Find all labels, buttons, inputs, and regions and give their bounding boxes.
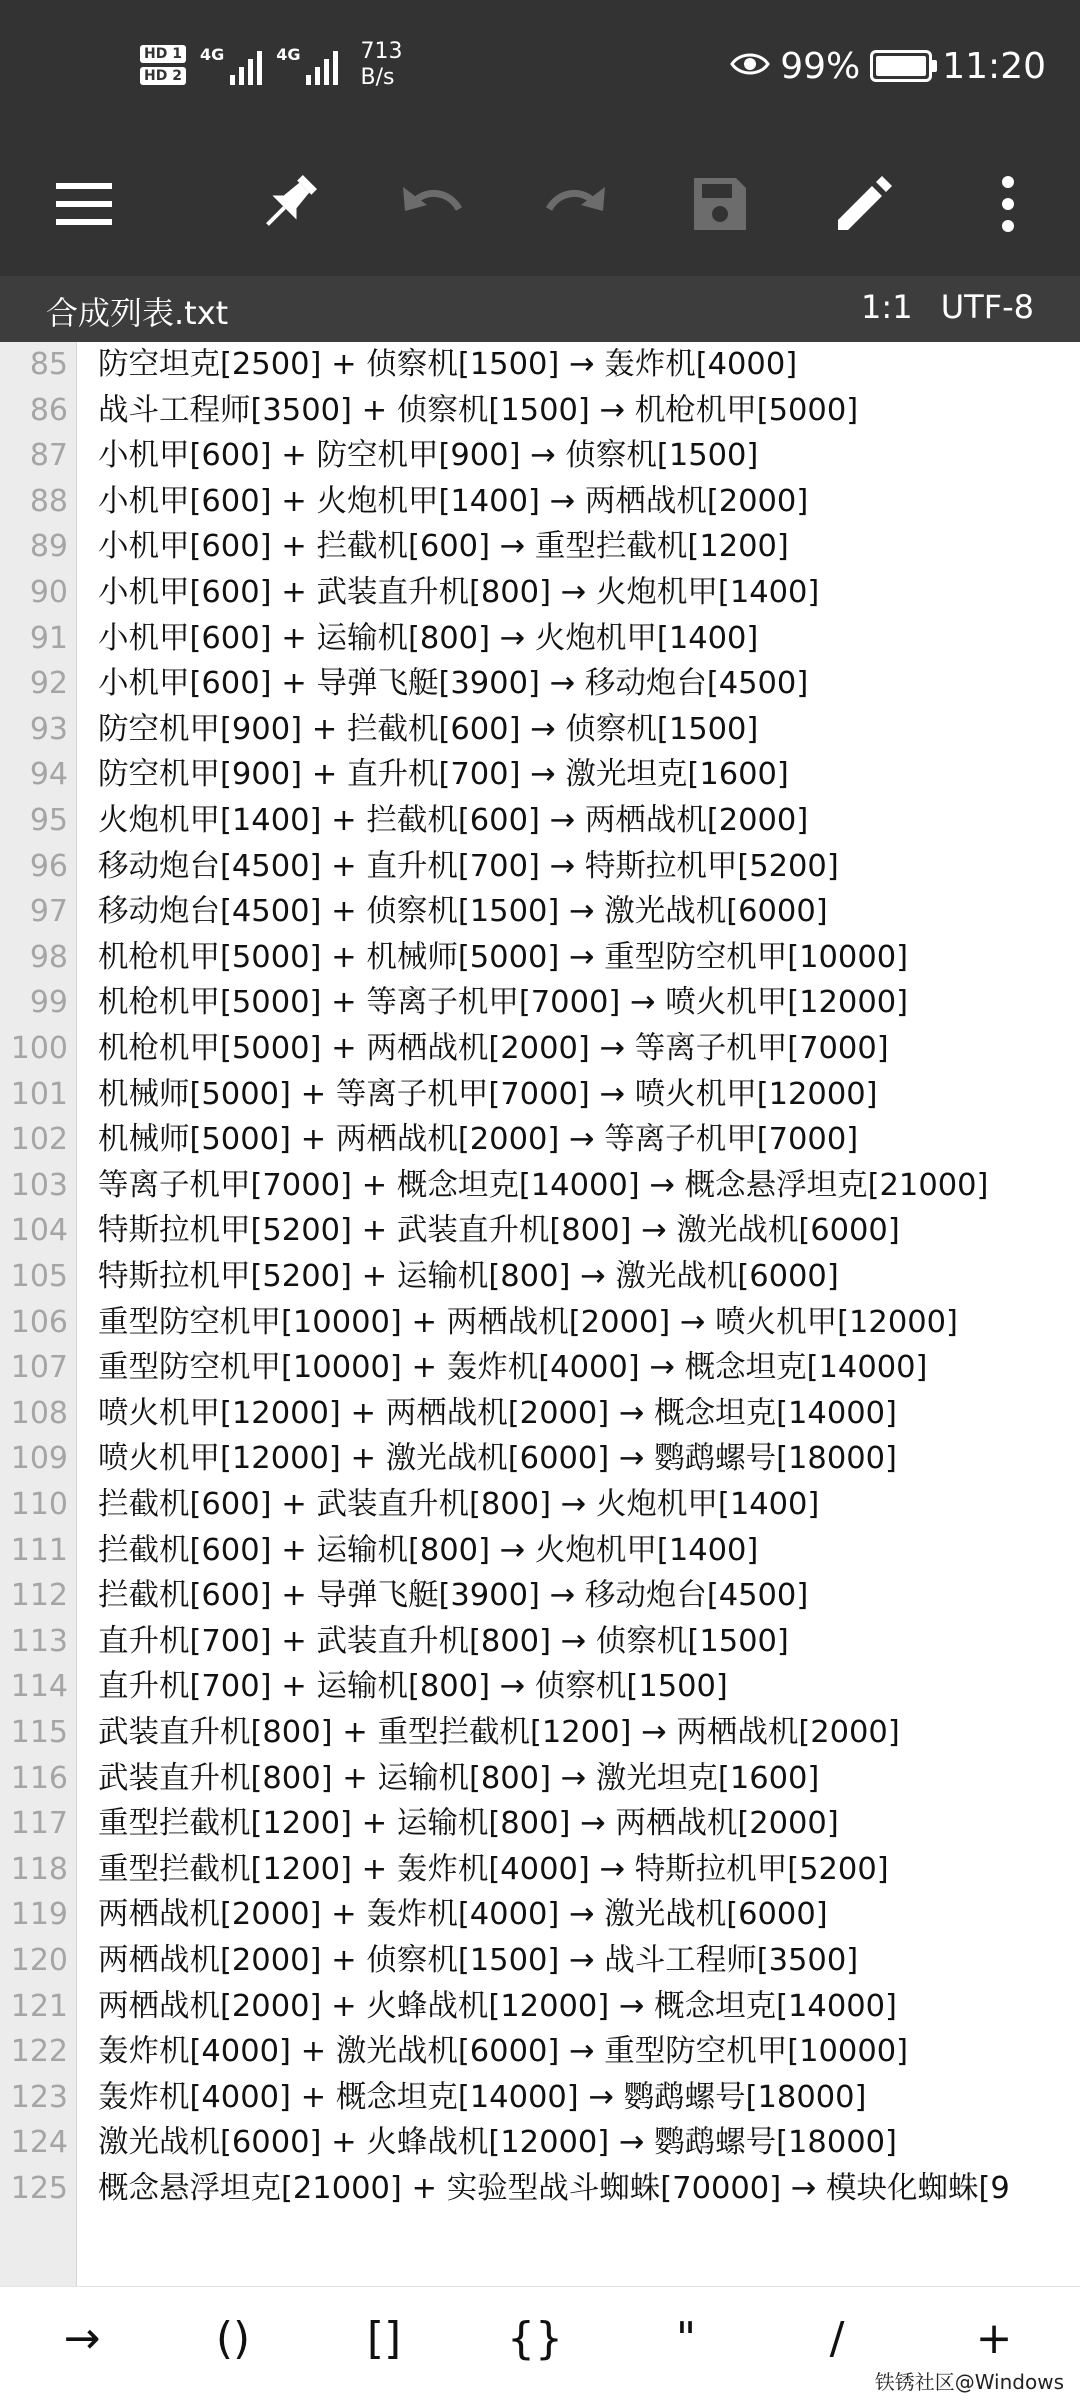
line-text[interactable]: 两栖战机[2000] + 轰炸机[4000] → 激光战机[6000] <box>98 1897 828 1933</box>
editor-line[interactable] <box>0 1208 1080 1254</box>
line-number: 100 <box>10 1031 68 1066</box>
toolbar <box>0 130 1080 276</box>
line-number: 119 <box>10 1897 68 1933</box>
editor-line[interactable] <box>0 1756 1080 1802</box>
eye-icon <box>730 46 770 87</box>
line-number: 101 <box>10 1076 68 1112</box>
line-text[interactable]: 概念悬浮坦克[21000] + 实验型战斗蜘蛛[70000] → 模块化蜘蛛[9 <box>98 2171 1010 2206</box>
line-number: 122 <box>10 2034 68 2070</box>
line-text[interactable]: 防空坦克[2500] + 侦察机[1500] → 轰炸机[4000] <box>98 347 798 382</box>
editor-line[interactable] <box>0 1847 1080 1893</box>
line-text[interactable]: 激光战机[6000] + 火蜂战机[12000] → 鹦鹉螺号[18000] <box>98 2125 897 2161</box>
line-number: 90 <box>29 575 68 610</box>
line-text[interactable]: 喷火机甲[12000] + 激光战机[6000] → 鹦鹉螺号[18000] <box>98 1441 897 1477</box>
editor-line[interactable] <box>0 1163 1080 1209</box>
line-number: 111 <box>10 1532 68 1568</box>
pin-icon <box>253 169 323 239</box>
line-number: 109 <box>10 1441 68 1477</box>
editor-line[interactable] <box>0 1984 1080 2030</box>
line-number: 103 <box>10 1167 68 1203</box>
battery-icon <box>870 50 932 82</box>
line-text[interactable]: 拦截机[600] + 运输机[800] → 火炮机甲[1400] <box>98 1532 759 1568</box>
status-left-group <box>140 30 402 100</box>
line-text[interactable]: 直升机[700] + 运输机[800] → 侦察机[1500] <box>98 1669 728 1705</box>
editor-line[interactable] <box>0 707 1080 753</box>
signal-icon <box>200 45 262 85</box>
line-text[interactable]: 小机甲[600] + 拦截机[600] → 重型拦截机[1200] <box>98 529 789 565</box>
editor-line[interactable] <box>0 1436 1080 1482</box>
line-text[interactable]: 拦截机[600] + 武装直升机[800] → 火炮机甲[1400] <box>98 1487 820 1522</box>
line-text[interactable]: 轰炸机[4000] + 激光战机[6000] → 重型防空机甲[10000] <box>98 2034 909 2070</box>
line-text[interactable]: 移动炮台[4500] + 侦察机[1500] → 激光战机[6000] <box>98 894 828 930</box>
line-text[interactable]: 防空机甲[900] + 直升机[700] → 激光坦克[1600] <box>98 757 789 793</box>
line-text[interactable]: 两栖战机[2000] + 侦察机[1500] → 战斗工程师[3500] <box>98 1943 859 1978</box>
line-number: 92 <box>29 666 68 702</box>
edit-icon <box>832 172 896 236</box>
editor-line[interactable] <box>0 342 1080 388</box>
line-number: 94 <box>29 757 68 793</box>
editor-line[interactable] <box>0 616 1080 662</box>
line-text[interactable]: 重型拦截机[1200] + 运输机[800] → 两栖战机[2000] <box>98 1806 839 1842</box>
edit-button[interactable] <box>816 156 912 252</box>
editor-line[interactable] <box>0 1482 1080 1528</box>
line-number: 118 <box>10 1851 68 1887</box>
line-text[interactable]: 机枪机甲[5000] + 等离子机甲[7000] → 喷火机甲[12000] <box>98 985 909 1021</box>
menu-icon <box>54 181 114 227</box>
line-number: 120 <box>10 1943 68 1978</box>
line-text[interactable]: 机枪机甲[5000] + 机械师[5000] → 重型防空机甲[10000] <box>98 939 909 975</box>
editor-line[interactable] <box>0 1801 1080 1847</box>
line-text[interactable]: 两栖战机[2000] + 火蜂战机[12000] → 概念坦克[14000] <box>98 1988 897 2024</box>
editor-line[interactable] <box>0 1664 1080 1710</box>
line-number: 85 <box>29 347 68 382</box>
line-text[interactable]: 重型防空机甲[10000] + 两栖战机[2000] → 喷火机甲[12000] <box>98 1304 958 1340</box>
line-number: 125 <box>10 2171 68 2206</box>
save-button[interactable] <box>672 156 768 252</box>
editor-line[interactable] <box>0 980 1080 1026</box>
symbol-key-bar <box>0 2286 1080 2401</box>
line-number: 97 <box>29 894 68 930</box>
file-info-bar <box>0 276 1080 342</box>
clock: 11:20 <box>942 45 1046 87</box>
line-number: 106 <box>10 1304 68 1340</box>
signal-icon-2 <box>276 45 338 85</box>
editor-line[interactable] <box>0 935 1080 981</box>
editor-line[interactable] <box>0 752 1080 798</box>
editor-line[interactable] <box>0 388 1080 434</box>
battery-fill <box>876 56 926 76</box>
more-button[interactable] <box>960 156 1056 252</box>
line-number: 121 <box>10 1988 68 2024</box>
line-number: 105 <box>10 1259 68 1294</box>
battery-percent: 99% <box>780 45 861 87</box>
redo-icon <box>541 179 611 229</box>
line-text[interactable]: 等离子机甲[7000] + 概念坦克[14000] → 概念悬浮坦克[21000] <box>98 1167 989 1203</box>
redo-button[interactable] <box>528 156 624 252</box>
editor-line[interactable] <box>0 2075 1080 2121</box>
line-text[interactable]: 轰炸机[4000] + 概念坦克[14000] → 鹦鹉螺号[18000] <box>98 2079 867 2115</box>
watermark: 铁锈社区@Windows <box>874 2370 1064 2394</box>
editor-line[interactable] <box>0 1391 1080 1437</box>
symbol-key-braces[interactable]: {} <box>507 2313 563 2364</box>
line-number: 110 <box>10 1487 68 1522</box>
line-number: 108 <box>10 1395 68 1431</box>
file-encoding[interactable]: UTF-8 <box>940 288 1034 326</box>
line-number: 123 <box>10 2079 68 2115</box>
symbol-key-plus[interactable]: + <box>975 2313 1013 2364</box>
editor-line[interactable] <box>0 661 1080 707</box>
line-text[interactable]: 特斯拉机甲[5200] + 运输机[800] → 激光战机[6000] <box>98 1259 839 1294</box>
line-number: 95 <box>29 803 68 838</box>
line-text[interactable]: 武装直升机[800] + 运输机[800] → 激光坦克[1600] <box>98 1760 820 1796</box>
line-text[interactable]: 火炮机甲[1400] + 拦截机[600] → 两栖战机[2000] <box>98 803 809 838</box>
line-text[interactable]: 机械师[5000] + 两栖战机[2000] → 等离子机甲[7000] <box>98 1122 859 1158</box>
line-text[interactable]: 防空机甲[900] + 拦截机[600] → 侦察机[1500] <box>98 711 759 747</box>
editor-line[interactable] <box>0 2120 1080 2166</box>
editor-line[interactable] <box>0 479 1080 525</box>
line-text[interactable]: 重型拦截机[1200] + 轰炸机[4000] → 特斯拉机甲[5200] <box>98 1851 889 1887</box>
undo-button[interactable] <box>384 156 480 252</box>
editor-line[interactable] <box>0 570 1080 616</box>
line-text[interactable]: 小机甲[600] + 导弹飞艇[3900] → 移动炮台[4500] <box>98 666 809 702</box>
line-number: 124 <box>10 2125 68 2161</box>
hd-badges <box>140 45 186 85</box>
editor-line[interactable] <box>0 1345 1080 1391</box>
net-speed-value: 713 <box>360 39 403 64</box>
line-text[interactable]: 小机甲[600] + 武装直升机[800] → 火炮机甲[1400] <box>98 575 820 610</box>
line-number: 112 <box>10 1578 68 1614</box>
editor-line[interactable] <box>0 1254 1080 1300</box>
editor-line[interactable] <box>0 1300 1080 1346</box>
symbol-key-slash[interactable]: / <box>829 2313 845 2364</box>
line-number: 117 <box>10 1806 68 1842</box>
line-number: 98 <box>29 939 68 975</box>
undo-icon <box>397 179 467 229</box>
line-text[interactable]: 移动炮台[4500] + 直升机[700] → 特斯拉机甲[5200] <box>98 848 839 884</box>
status-bar <box>0 0 1080 130</box>
line-text[interactable]: 武装直升机[800] + 重型拦截机[1200] → 两栖战机[2000] <box>98 1715 900 1750</box>
line-number: 116 <box>10 1760 68 1796</box>
line-number: 86 <box>29 392 68 428</box>
line-text[interactable]: 小机甲[600] + 火炮机甲[1400] → 两栖战机[2000] <box>98 483 809 519</box>
line-text[interactable]: 战斗工程师[3500] + 侦察机[1500] → 机枪机甲[5000] <box>98 392 859 428</box>
line-text[interactable]: 小机甲[600] + 运输机[800] → 火炮机甲[1400] <box>98 620 759 656</box>
line-text[interactable]: 小机甲[600] + 防空机甲[900] → 侦察机[1500] <box>98 438 759 474</box>
line-number: 115 <box>10 1715 68 1750</box>
network-label-2: 4G <box>276 45 301 64</box>
line-text[interactable]: 机械师[5000] + 等离子机甲[7000] → 喷火机甲[12000] <box>98 1076 878 1112</box>
line-number: 93 <box>29 711 68 747</box>
editor-line[interactable] <box>0 1892 1080 1938</box>
line-number: 114 <box>10 1669 68 1705</box>
editor-line[interactable] <box>0 2029 1080 2075</box>
menu-button[interactable] <box>36 156 132 252</box>
net-speed-unit: B/s <box>360 65 395 90</box>
pin-button[interactable] <box>240 156 336 252</box>
line-number: 107 <box>10 1350 68 1386</box>
save-icon <box>690 174 750 234</box>
hd-badge-2: HD 2 <box>140 67 186 85</box>
editor-line[interactable] <box>0 798 1080 844</box>
line-text[interactable]: 特斯拉机甲[5200] + 武装直升机[800] → 激光战机[6000] <box>98 1213 900 1249</box>
line-text[interactable]: 喷火机甲[12000] + 两栖战机[2000] → 概念坦克[14000] <box>98 1395 897 1431</box>
editor-line[interactable] <box>0 1026 1080 1072</box>
line-text[interactable]: 重型防空机甲[10000] + 轰炸机[4000] → 概念坦克[14000] <box>98 1350 928 1386</box>
editor-line[interactable] <box>0 1619 1080 1665</box>
more-vert-icon <box>998 174 1018 234</box>
symbol-key-brackets[interactable]: [] <box>366 2313 402 2364</box>
editor-line[interactable] <box>0 524 1080 570</box>
line-number: 88 <box>29 483 68 519</box>
symbol-key-parens[interactable]: () <box>215 2313 251 2364</box>
line-number: 104 <box>10 1213 68 1249</box>
editor-line[interactable] <box>0 844 1080 890</box>
line-number: 89 <box>29 529 68 565</box>
text-editor[interactable] <box>0 342 1080 2286</box>
editor-line[interactable] <box>0 2166 1080 2212</box>
net-speed <box>360 39 402 91</box>
line-text[interactable]: 机枪机甲[5000] + 两栖战机[2000] → 等离子机甲[7000] <box>98 1031 889 1066</box>
editor-line[interactable] <box>0 1573 1080 1619</box>
line-text[interactable]: 直升机[700] + 武装直升机[800] → 侦察机[1500] <box>98 1623 789 1659</box>
network-label-1: 4G <box>199 45 225 64</box>
editor-line[interactable] <box>0 433 1080 479</box>
editor-line[interactable] <box>0 889 1080 935</box>
editor-line[interactable] <box>0 1117 1080 1163</box>
cursor-position: 1:1 <box>861 288 913 326</box>
line-text[interactable]: 拦截机[600] + 导弹飞艇[3900] → 移动炮台[4500] <box>98 1578 809 1614</box>
file-name: 合成列表.txt <box>46 294 229 332</box>
line-number: 91 <box>29 620 68 656</box>
editor-line[interactable] <box>0 1938 1080 1984</box>
line-number: 87 <box>29 438 68 474</box>
line-number: 96 <box>29 848 68 884</box>
line-number: 102 <box>10 1122 68 1158</box>
line-number: 99 <box>29 985 68 1021</box>
status-right-group <box>730 36 1046 96</box>
editor-line[interactable] <box>0 1072 1080 1118</box>
hd-badge-1: HD 1 <box>140 45 186 63</box>
symbol-key-arrow[interactable]: → <box>63 2313 101 2364</box>
line-number: 113 <box>10 1623 68 1659</box>
file-status <box>861 288 1034 326</box>
editor-line[interactable] <box>0 1528 1080 1574</box>
symbol-key-quote[interactable]: " <box>675 2313 697 2364</box>
editor-line[interactable] <box>0 1710 1080 1756</box>
